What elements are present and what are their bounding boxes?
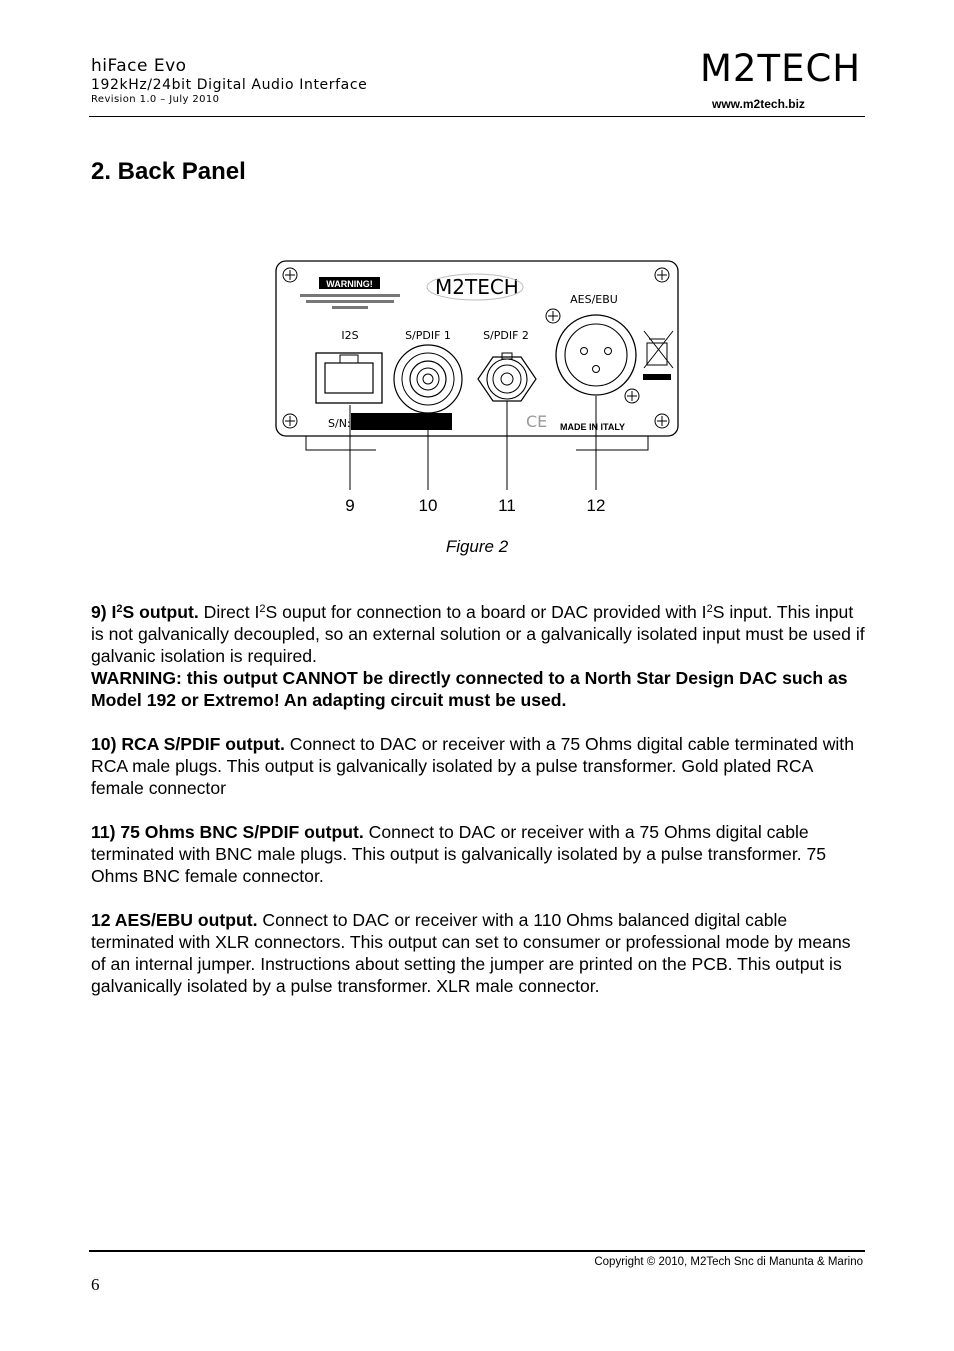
page-number: 6 xyxy=(91,1275,100,1294)
bnc-jack-icon xyxy=(478,353,536,401)
rca-jack-icon xyxy=(394,345,462,413)
i2s-port-label: I2S xyxy=(341,329,359,342)
i2s-jack-icon xyxy=(316,353,382,403)
website-link[interactable]: www.m2tech.biz xyxy=(712,97,805,111)
ce-mark: CE xyxy=(526,412,548,431)
paragraph-bnc-output: 11) 75 Ohms BNC S/PDIF output. Connect to DAC or receiver with a 75 Ohms digital cable terminated with BNC male plugs. This output is galvanically isolated by a pulse transformer. 75 Ohms BNC female connector. xyxy=(91,822,827,886)
callout-number: 9 xyxy=(345,496,355,515)
footer-divider xyxy=(89,1250,865,1252)
warning-label: WARNING! xyxy=(326,279,373,289)
paragraph-aes-ebu-output: 12 AES/EBU output. Connect to DAC or receiver with a 110 Ohms balanced digital cable terminated with XLR connectors. This output can set to consumer or professional mode by means of an internal jumper. Instructions about setting the jumper are printed on the PCB. This output is galvanically isolated by a pulse transformer. XLR male connector. xyxy=(91,910,851,996)
revision-line: Revision 1.0 – July 2010 xyxy=(91,94,220,105)
warning-text-line xyxy=(300,294,400,297)
body-text xyxy=(91,601,866,1019)
warning-note: WARNING: this output CANNOT be directly connected to a North Star Design DAC such as Model 192 or Extremo! An adapting circuit must be used. xyxy=(91,668,848,710)
section-title: 2. Back Panel xyxy=(91,158,246,185)
panel-foot-left xyxy=(306,436,376,450)
paragraph-label: 10) RCA S/PDIF output. xyxy=(91,734,285,754)
serial-block xyxy=(351,413,452,430)
panel-foot-right xyxy=(576,436,648,450)
corner-screw-icon xyxy=(655,414,669,428)
paragraph-label: 11) 75 Ohms BNC S/PDIF output. xyxy=(91,822,364,842)
warning-text-line xyxy=(306,300,394,303)
panel-brand-label: M2TECH xyxy=(435,275,519,299)
paragraph-i2s-output: 9) $I^2S$ output. Direct $I^2S$ ouput for connection to a board or DAC provided with $I^2S$ input. This input is not galvanically decoupled, so an external solution or a galvanically isolated input must be used if galvanic isolation is required. WARNING: this output CANNOT be directly connected to a North Star Design DAC such as Model 192 or Extremo! An adapting circuit must be used. xyxy=(91,602,865,710)
weee-bin-icon xyxy=(644,331,673,368)
header-divider xyxy=(89,116,865,117)
product-subtitle: 192kHz/24bit Digital Audio Interface xyxy=(91,77,368,93)
xlr-connector-icon xyxy=(556,315,636,395)
xlr-screw-icon xyxy=(546,309,560,323)
callout-number: 12 xyxy=(586,496,606,515)
xlr-screw-icon xyxy=(625,389,639,403)
figure-caption: Figure 2 xyxy=(445,537,509,556)
made-in-label: MADE IN ITALY xyxy=(560,422,626,432)
corner-screw-icon xyxy=(283,414,297,428)
aes-ebu-port-label: AES/EBU xyxy=(570,293,618,306)
paragraph-label: 9) $I^2S$ output. xyxy=(91,602,199,622)
callout-number: 11 xyxy=(498,496,516,515)
weee-bar xyxy=(643,374,671,380)
brand-logo: M2TECH xyxy=(700,47,862,90)
paragraph-label: 12 AES/EBU output. xyxy=(91,910,258,930)
corner-screw-icon xyxy=(283,268,297,282)
paragraph-rca-output: 10) RCA S/PDIF output. Connect to DAC or receiver with a 75 Ohms digital cable terminated with RCA male plugs. This output is galvanically isolated by a pulse transformer. Gold plated RCA female connector xyxy=(91,734,854,798)
warning-text-line xyxy=(332,306,368,309)
callout-number: 10 xyxy=(418,496,438,515)
serial-label: S/N: xyxy=(328,417,351,430)
product-name: hiFace Evo xyxy=(91,56,187,76)
spdif1-port-label: S/PDIF 1 xyxy=(405,329,451,342)
copyright-notice: Copyright © 2010, M2Tech Snc di Manunta & Marino xyxy=(594,1256,863,1268)
spdif2-port-label: S/PDIF 2 xyxy=(483,329,529,342)
back-panel-figure xyxy=(266,255,686,517)
document-header xyxy=(91,58,367,105)
corner-screw-icon xyxy=(655,268,669,282)
